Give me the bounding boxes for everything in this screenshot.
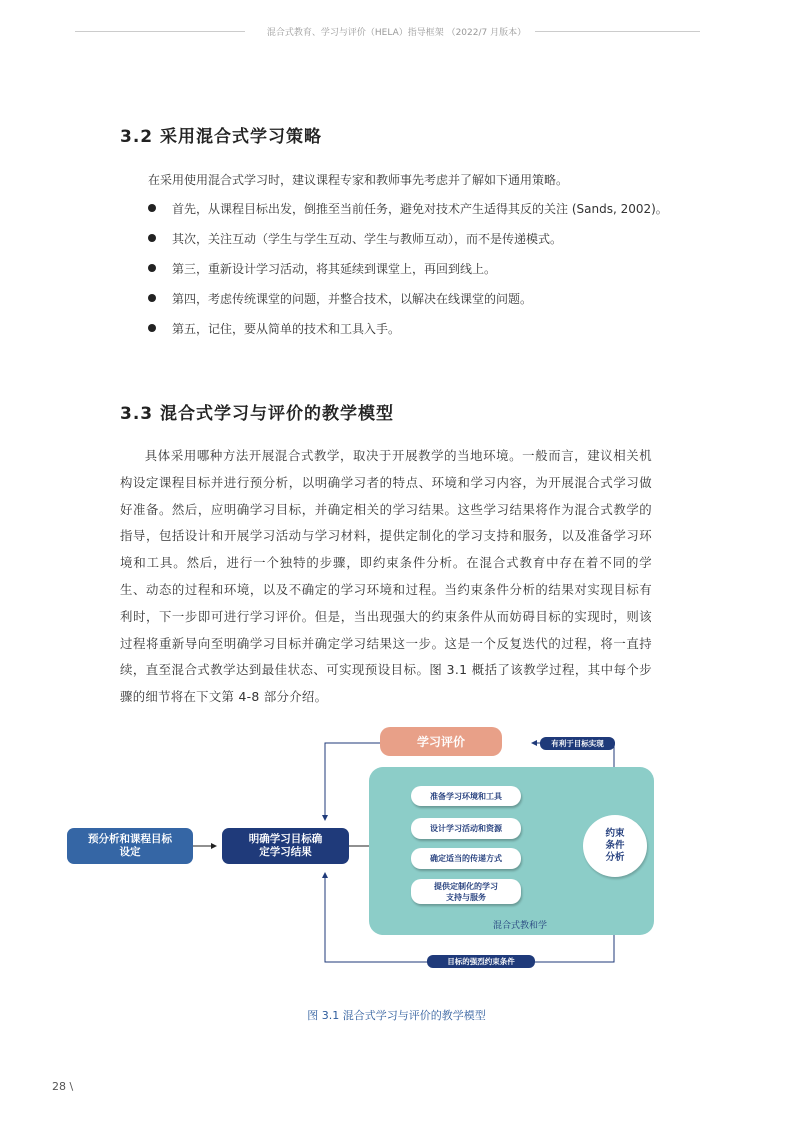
page: 混合式教育、学习与评价（HELA）指导框架 （2022/7 月版本） 3.2 采用混合式学习策略 在采用使用混合式学习时，建议课程专家和教师事先考虑并了解如下通用策略。 首先，从课程目标出发，倒推至当前任务，避免对技术产生适得其反的关注 (Sands, 2002)。 其次，关注互动（学生与学生互动、学生与教师互动），而不是传递模式。 第三，重新设计学习活动，将其延续到课堂上，再回到线上。 第四，考虑传统课堂的问题，并整合技术，以解决在线课堂的问题。 第五，记住，要从简单的技术和工具入手。 3.3 混合式学习与评价的教学模型 具体采用哪种方法开展混合式教学，取决于开展教学的当地环境。一般而言，建议相关机构设定课程目标并进行预分析，以明确学习者的特点、环境和学习内容，为开展混合式学习做好准备。然后，应明确学习目标，并确定相关的学习结果。这些学习结果将作为混合式教学的指导，包括设计和开展学习活动与学习材料，提供定制化的学习支持和服务，以及准备学习环境和工具。然后，进行一个独特的步骤，即约束条件分析。在混合式教育中存在着不同的学生、动态的过程和环境，以及不确定的学习环境和过程。当约束条件分析的结果对实现目标有利时，下一步即可进行学习评价。但是，当出现强大的约束条件从而妨碍目标的实现时，则该过程将重新导向至明确学习目标并确定学习结果这一步。这是一个反复迭代的过程，将一直持续，直至混合式教学达到最佳状态、可实现预设目标。图 3.1 概括了该教学过程，其中每个步骤的细节将在下文第 4-8 部分介绍。 学习评价 有利于目标实现 预分析和课程目标设定 明确学习目标确定学习结果 准备学习环境和工具 设计学习活动和资源 确定适当的传递方式 提供定制化的学习支持与服务 约束条件分析 混合式教和学 目标的强烈约束条件 图 3.1 混合式学习与评价的教学模型 28 \: [0, 0, 793, 1122]
body-paragraph: 具体采用哪种方法开展混合式教学，取决于开展教学的当地环境。一般而言，建议相关机构设定课程目标并进行预分析，以明确学习者的特点、环境和学习内容，为开展混合式学习做好准备。然后，应明确学习目标，并确定相关的学习结果。这些学习结果将作为混合式教学的指导，包括设计和开展学习活动与学习材料，提供定制化的学习支持和服务，以及准备学习环境和工具。然后，进行一个独特的步骤，即约束条件分析。在混合式教育中存在着不同的学生、动态的过程和环境，以及不确定的学习环境和过程。当约束条件分析的结果对实现目标有利时，下一步即可进行学习评价。但是，当出现强大的约束条件从而妨碍目标的实现时，则该过程将重新导向至明确学习目标并确定学习结果这一步。这是一个反复迭代的过程，将一直持续，直至混合式教学达到最佳状态、可实现预设目标。图 3.1 概括了该教学过程，其中每个步骤的细节将在下文第 4-8 部分介绍。: [120, 448, 652, 705]
process-item: 准备学习环境和工具: [411, 786, 521, 806]
page-number: 28 \: [52, 1080, 74, 1093]
constraint-analysis-circle: 约束条件分析: [583, 815, 647, 877]
objectives-box: 明确学习目标确定学习结果: [222, 828, 349, 864]
process-item: 设计学习活动和资源: [411, 818, 521, 839]
favorable-label: 有利于目标实现: [540, 737, 615, 750]
section-heading: 3.3 混合式学习与评价的教学模型: [120, 404, 395, 424]
section-heading: 3.2 采用混合式学习策略: [120, 127, 323, 147]
intro-text: 在采用使用混合式学习时，建议课程专家和教师事先考虑并了解如下通用策略。: [148, 173, 569, 187]
blended-label: 混合式教和学: [493, 921, 548, 931]
strong-constraint-label: 目标的强烈约束条件: [427, 955, 535, 968]
process-item: 确定适当的传递方式: [411, 848, 521, 869]
preanalysis-box: 预分析和课程目标设定: [67, 828, 193, 864]
running-header: 混合式教育、学习与评价（HELA）指导框架 （2022/7 月版本）: [266, 28, 527, 38]
figure-caption: 图 3.1 混合式学习与评价的教学模型: [307, 1009, 486, 1022]
process-item: 提供定制化的学习支持与服务: [411, 879, 521, 904]
learning-evaluation-box: 学习评价: [380, 727, 502, 756]
